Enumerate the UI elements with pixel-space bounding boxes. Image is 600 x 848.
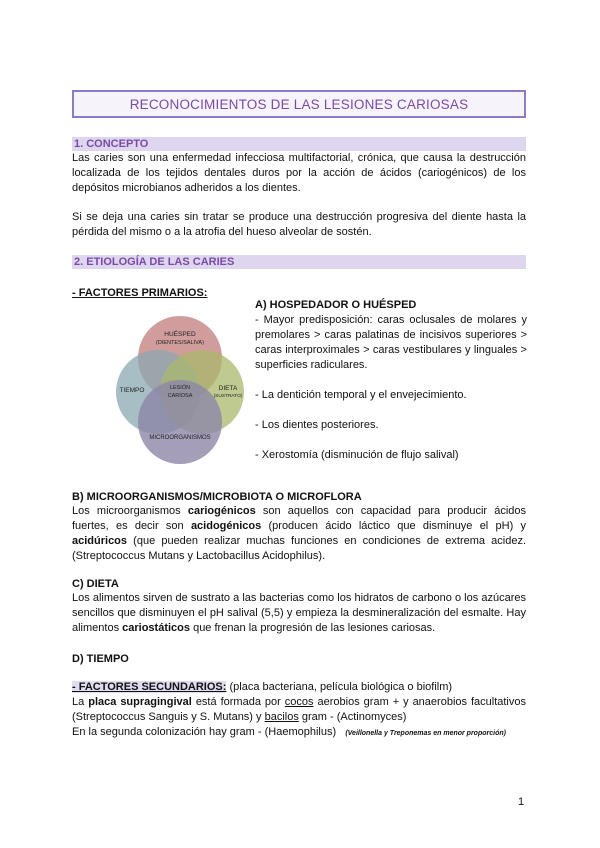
placa-bold-supragingival: placa supragingival — [88, 696, 192, 708]
placa-paragraph — [72, 695, 526, 725]
section-bar-etiologia — [72, 255, 526, 269]
dieta-text-1: Los alimentos sirven de sustrato a las bacterias como los hidratos de carbono o los azúcares sencillos que disminuyen el pH salival (5,5) y empieza la desmineralización del esmalte. Hay alimentos — [72, 592, 526, 634]
hospedador-item-2: - La dentición temporal y el envejecimiento. — [255, 389, 467, 401]
micro-bold-aciduricos: acidúricos — [72, 535, 128, 547]
venn-label-dieta-sub: (SUSTRATO) — [213, 394, 243, 399]
micro-paragraph — [72, 504, 526, 564]
placa-underline-bacilos: bacilos — [264, 711, 299, 723]
primarios-heading: - FACTORES PRIMARIOS: — [72, 287, 208, 299]
micro-bold-cariogenicos: cariogénicos — [187, 505, 256, 517]
dieta-bold-cariostaticos: cariostáticos — [122, 622, 191, 634]
hospedador-item-3: - Los dientes posteriores. — [255, 419, 379, 431]
hospedador-item-1: - Mayor predisposición: caras oclusales de molares y premolares > caras palatinas de incisivos superiores > caras interproximales > caras vestibulares y linguales > superficies radiculares. — [255, 314, 527, 371]
venn-label-center-2: CARIOSA — [167, 393, 193, 399]
placa-text-3: aerobios gram + y anaerobios facultativos (Streptococcus Sanguis y S. Mutans) y — [72, 696, 526, 723]
micro-heading: B) MICROORGANISMOS/MICROBIOTA O MICROFLORA — [72, 491, 362, 503]
secundarios-heading: - FACTORES SECUNDARIOS: — [72, 681, 227, 693]
hospedador-block — [255, 298, 527, 463]
secundarios-line — [72, 680, 526, 695]
colonizacion-text: En la segunda colonización hay gram - (Haemophilus) — [72, 726, 337, 738]
dieta-heading: C) DIETA — [72, 578, 119, 590]
venn-label-huesped: HUÉSPED — [164, 331, 196, 338]
page-number: 1 — [518, 796, 525, 808]
tiempo-heading: D) TIEMPO — [72, 653, 129, 665]
venn-diagram — [116, 312, 244, 468]
micro-text-3: (producen ácido láctico que disminuye el pH) y — [261, 520, 526, 532]
dieta-paragraph — [72, 591, 526, 636]
placa-text-2: está formada por — [191, 696, 285, 708]
concepto-paragraph-1: Las caries son una enfermedad infecciosa multifactorial, crónica, que causa la destrucción localizada de los tejidos dentales duros por la acción de ácidos (cariogénicos) de los depósitos microbianos adheridos a los dientes. — [72, 152, 526, 194]
placa-underline-cocos: cocos — [284, 696, 314, 708]
micro-bold-acidogenicos: acidogénicos — [190, 520, 262, 532]
micro-text-1: Los microorganismos — [72, 505, 188, 517]
colonizacion-line — [72, 725, 526, 741]
concepto-paragraph-2: Si se deja una caries sin tratar se produce una destrucción progresiva del diente hasta la pérdida del mismo o a la atrofia del hueso alveolar de sostén. — [72, 211, 526, 238]
venn-label-microorganismos: MICROORGANISMOS — [149, 435, 211, 441]
venn-label-center-1: LESIÓN — [169, 385, 191, 391]
micro-text-4: (que pueden realizar muchas funciones en condiciones de extrema acidez. (Streptococcus Mutans y Lactobacillus Acidophilus). — [72, 535, 526, 562]
hospedador-heading: A) HOSPEDADOR O HUÉSPED — [255, 299, 417, 311]
venn-label-huesped-sub: (DIENTES/SALIVA) — [156, 340, 204, 346]
placa-text-4: gram - (Actinomyces) — [298, 711, 407, 723]
hospedador-item-4: - Xerostomía (disminución de flujo salival) — [255, 449, 459, 461]
placa-text-1: La — [72, 696, 89, 708]
section-heading-etiologia: 2. ETIOLOGÍA DE LAS CARIES — [74, 256, 235, 268]
secundarios-note: (placa bacteriana, película biológica o biofilm) — [226, 681, 453, 693]
micro-text-2: son aquellos con capacidad para producir ácidos fuertes, es decir son — [72, 505, 527, 532]
section-heading-concepto: 1. CONCEPTO — [74, 138, 149, 150]
title-box — [72, 90, 526, 118]
page-title: RECONOCIMIENTOS DE LAS LESIONES CARIOSAS — [129, 96, 469, 112]
colonizacion-small-note: (Veillonella y Treponemas en menor proporción) — [345, 730, 506, 737]
venn-label-dieta: DIETA — [218, 385, 238, 392]
section-bar-concepto — [72, 137, 526, 151]
dieta-text-2: que frenan la progresión de las lesiones cariosas. — [190, 622, 436, 634]
venn-label-tiempo: TIEMPO — [119, 387, 145, 394]
